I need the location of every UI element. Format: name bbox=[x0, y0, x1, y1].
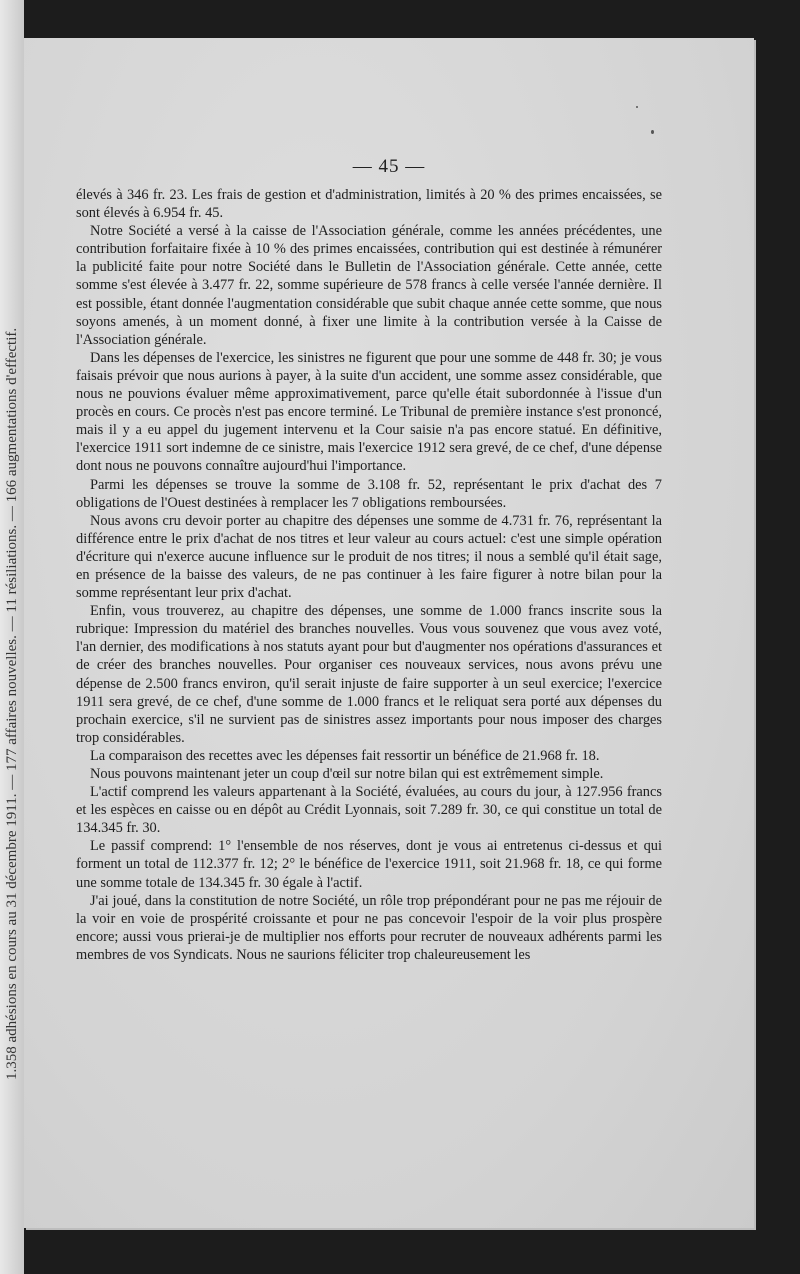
paragraph: L'actif comprend les valeurs appartenant à la Société, évaluées, au cours du jour, à 127.956 francs et les espèces en caisse ou en dépôt au Crédit Lyonnais, soit 7.289 fr. 30, ce qui constitue un total de 134.345 fr. 30. bbox=[76, 784, 662, 837]
page-number: — 45 — bbox=[352, 156, 426, 177]
paragraph: Dans les dépenses de l'exercice, les sinistres ne figurent que pour une somme de 448 fr. 30; je vous faisais prévoir que nous aurions à payer, à la suite d'un accident, une somme assez considérable, que nous ne pouvions évaluer même approximativement, parce qu'elle était subordonnée à l'issue d'un procès en cours. Ce procès n'est pas encore terminé. Le Tribunal de première instance s'est prononcé, mais il y a eu appel du jugement intervenu et la Cour saisie n'a pas encore statué. En définitive, l'exercice 1911 sort indemne de ce sinistre, mais l'exercice 1912 sera grevé, de ce chef, d'une dépense dont nous ne pouvons connaître aujourd'hui l'importance. bbox=[76, 349, 662, 475]
paragraph: Le passif comprend: 1° l'ensemble de nos réserves, dont je vous ai entretenus ci-dessus et qui forment un total de 112.377 fr. 12; 2° le bénéfice de l'exercice 1911, soit 21.968 fr. 18, ce qui forme une somme totale de 134.345 fr. 30 égale à l'actif. bbox=[76, 838, 662, 891]
paragraph: Nous avons cru devoir porter au chapitre des dépenses une somme de 4.731 fr. 76, représentant la différence entre le prix d'achat de nos titres et leur valeur au cours actuel: c'est une simple opération d'écriture qui n'exerce aucune influence sur le produit de nos titres; il nous a semblé qu'il était sage, en présence de la baisse des valeurs, de ne pas continuer à les faire figurer à notre bilan pour la somme représentant leur prix d'achat. bbox=[76, 512, 662, 602]
paragraph: Nous pouvons maintenant jeter un coup d'œil sur notre bilan qui est extrêmement simple. bbox=[90, 766, 604, 782]
paragraph: La comparaison des recettes avec les dépenses fait ressortir un bénéfice de 21.968 fr. 18. bbox=[90, 747, 600, 764]
paragraph: Enfin, vous trouverez, au chapitre des dépenses, une somme de 1.000 francs inscrite sous la rubrique: Impression du matériel des branches nouvelles. Vous vous souvenez que vous avez voté, l'an dernier, des modifications à nos statuts ayant pour but d'augmenter nos opérations d'assurances et de créer des branches nouvelles. Pour organiser ces nouveaux services, nous avons prévu une dépense de 2.500 francs environ, qu'il serait injuste de faire supporter à un seul exercice; l'exercice 1911 sera grevé, de ce chef, d'une somme de 1.000 francs et le reliquat sera porté aux dépenses du prochain exercice, s'il ne survient pas de sinistres assez importants pour nous imposer des charges trop considérables. bbox=[76, 603, 662, 746]
body-text bbox=[76, 186, 662, 964]
page bbox=[24, 38, 754, 1228]
speck bbox=[636, 106, 638, 108]
speck bbox=[651, 130, 654, 134]
paragraph: élevés à 346 fr. 23. Les frais de gestion et d'administration, limités à 20 % des primes encaissées, se sont élevés à 6.954 fr. 45. bbox=[76, 187, 662, 222]
paragraph: Parmi les dépenses se trouve la somme de 3.108 fr. 52, représentant le prix d'achat des 7 obligations de l'Ouest destinées à remplacer les 7 obligations remboursées. bbox=[76, 476, 662, 511]
previous-page-edge bbox=[0, 0, 24, 1274]
paragraph: J'ai joué, dans la constitution de notre Société, un rôle trop prépondérant pour ne pas me réjouir de la voir en voie de prospérité croissante et pour ne pas concevoir l'espoir de la voir plus prospère encore; aussi vous prierai-je de multiplier nos efforts pour recruter de nouveaux adhérents parmi les membres de vos Syndicats. Nous ne saurions féliciter trop chaleureusement les bbox=[76, 892, 662, 963]
paragraph: Notre Société a versé à la caisse de l'Association générale, comme les années précédentes, une contribution forfaitaire fixée à 10 % des primes encaissées, contribution qui est destinée à rémunérer la publicité faite pour notre Société dans le Bulletin de l'Association générale. Cette année, cette somme s'est élevée à 3.477 fr. 22, somme supérieure de 578 francs à celle versée l'année dernière. Il est possible, étant donnée l'augmentation considérable que subit chaque année cette somme, que nous soyons amenés, à un moment donné, à fixer une limite à la contribution versée à la Caisse de l'Association générale. bbox=[76, 223, 662, 348]
margin-note: 1.358 adhésions en cours au 31 décembre 1911. — 177 affaires nouvelles. — 11 résiliations. — 166 augmentations d'effectif. bbox=[4, 327, 20, 1080]
